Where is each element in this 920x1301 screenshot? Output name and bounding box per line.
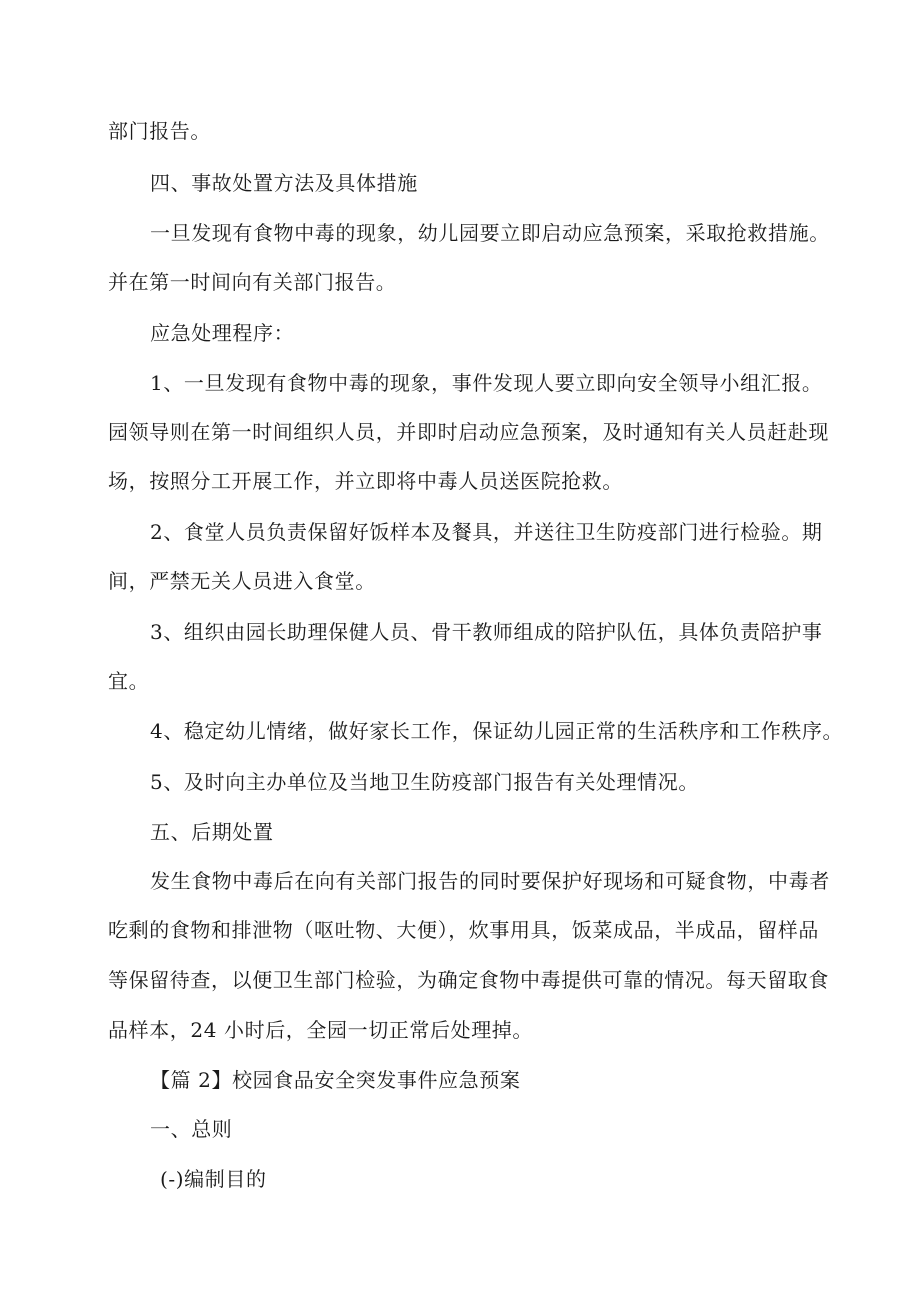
- subheading-procedure: 应急处理程序：: [150, 321, 295, 345]
- list-item-4: 4、稳定幼儿情绪，做好家长工作，保证幼儿园正常的生活秩序和工作秩序。: [150, 719, 844, 743]
- paragraph-line: 园领导则在第一时间组织人员，并即时启动应急预案，及时通知有关人员赶赴现: [108, 420, 829, 444]
- paragraph-line: 等保留待查，以便卫生部门检验，为确定食物中毒提供可靠的情况。每天留取食: [108, 968, 829, 992]
- paragraph-line: 一旦发现有食物中毒的现象，幼儿园要立即启动应急预案，采取抢救措施。: [150, 221, 830, 245]
- paragraph-line: 发生食物中毒后在向有关部门报告的同时要保护好现场和可疑食物，中毒者: [150, 869, 830, 893]
- list-item-3: 3、组织由园长助理保健人员、骨干教师组成的陪护队伍，具体负责陪护事: [150, 620, 823, 644]
- list-item-5: 5、及时向主办单位及当地卫生防疫部门报告有关处理情况。: [150, 770, 699, 794]
- chapter-title: 【篇 2】校园食品安全突发事件应急预案: [150, 1068, 521, 1092]
- section-heading-5: 五、后期处置: [150, 820, 274, 844]
- section-heading-4: 四、事故处置方法及具体措施: [150, 171, 418, 195]
- paragraph-line: 并在第一时间向有关部门报告。: [108, 270, 397, 294]
- paragraph-line: 吃剩的食物和排泄物（呕吐物、大便），炊事用具，饭菜成品，半成品，留样品: [108, 918, 819, 942]
- paragraph-line: 间，严禁无关人员进入食堂。: [108, 569, 376, 593]
- list-item-1: 1、一旦发现有食物中毒的现象，事件发现人要立即向安全领导小组汇报。: [150, 371, 823, 395]
- paragraph-line: 场，按照分工开展工作，并立即将中毒人员送医院抢救。: [108, 469, 623, 493]
- paragraph-line: 宜。: [108, 669, 150, 693]
- paragraph-line: 品样本，24 小时后，全园一切正常后处理掉。: [108, 1018, 534, 1042]
- section-heading-1: 一、总则: [150, 1117, 233, 1141]
- paragraph-continuation: 部门报告。: [108, 119, 211, 143]
- list-item-2: 2、食堂人员负责保留好饭样本及餐具，并送往卫生防疫部门进行检验。期: [150, 520, 823, 544]
- subsection-heading: (-)编制目的: [160, 1167, 267, 1191]
